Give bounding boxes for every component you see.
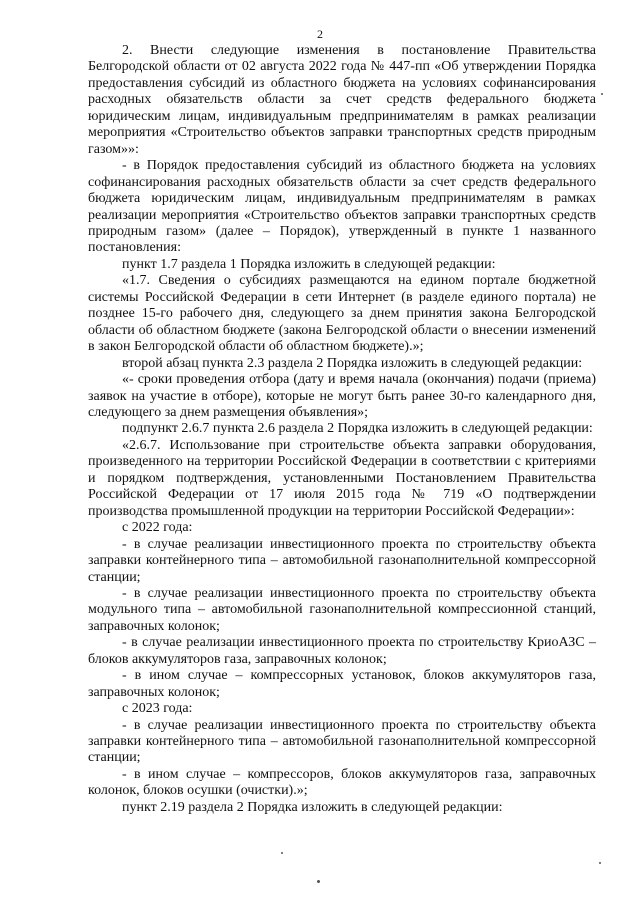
page-number: 2 (317, 27, 323, 41)
paragraph-clause-2-6-7-text: «2.6.7. Использование при строительстве объекта заправки оборудования, произведенного на территории Российской Федерации в соответствии с критериями и порядком подтверждения, установленными Постановлением Правительства Российской Федерации от 17 июля 2015 года № 719 «О подтверждении производства промышленной продукции на территории Российской Федерации»: (88, 437, 596, 519)
list-item: - в случае реализации инвестиционного проекта по строительству объекта заправки контейнерного типа – автомобильной газонаполнительной компрессорной станции; (88, 717, 596, 766)
scan-speck (281, 852, 283, 854)
scan-speck (601, 93, 603, 95)
paragraph-amendment-intro: 2. Внести следующие изменения в постановление Правительства Белгородской области от 02 августа 2022 года № 447-пп «Об утверждении Порядка предоставления субсидий из областного бюджета на условиях софинансирования расходных обязательств области за счет средств федерального бюджета юридическим лицам, индивидуальным предпринимателям в рамках реализации мероприятия «Строительство объектов заправки транспортных средств природным газом»»: (88, 43, 596, 157)
list-item: - в ином случае – компрессоров, блоков аккумуляторов газа, заправочных колонок, блоков осушки (очистки).»; (88, 766, 596, 799)
paragraph-clause-1-7-text: «1.7. Сведения о субсидиях размещаются на едином портале бюджетной системы Российской Федерации в сети Интернет (в разделе единого портала) не позднее 15-го рабочего дня, следующего за днем принятия закона Белгородской области об областном бюджете (закона Белгородской области о внесении изменений в закон Белгородской области об областном бюджете).»; (88, 273, 596, 355)
paragraph-clause-2-3-text: «- сроки проведения отбора (дату и время начала (окончания) подачи (приема) заявок на участие в отборе), которые не могут быть ранее 30-го календарного дня, следующего за днем размещения объявления»; (88, 372, 596, 420)
document-body (88, 43, 596, 816)
paragraph-clause-2-19-heading: пункт 2.19 раздела 2 Порядка изложить в следующей редакции: (122, 799, 503, 815)
paragraph-since-2023: с 2023 года: (122, 701, 193, 717)
paragraph-clause-1-7-heading: пункт 1.7 раздела 1 Порядка изложить в следующей редакции: (122, 256, 496, 272)
paragraph-clause-2-6-7-heading: подпункт 2.6.7 пункта 2.6 раздела 2 Порядка изложить в следующей редакции: (122, 421, 593, 437)
paragraph-clause-2-3-heading: второй абзац пункта 2.3 раздела 2 Порядка изложить в следующей редакции: (122, 355, 583, 371)
list-item: - в случае реализации инвестиционного проекта по строительству объекта заправки контейнерного типа – автомобильной газонаполнительной компрессорной станции; (88, 536, 596, 585)
paragraph-procedure-change: - в Порядок предоставления субсидий из областного бюджета на условиях софинансирования расходных обязательств области за счет средств федерального бюджета юридическим лицам, индивидуальным предпринимателям в рамках реализации мероприятия «Строительство объектов заправки транспортных средств природным газом» (далее – Порядок), утвержденный в пункте 1 названного постановления: (88, 158, 596, 256)
list-item: - в случае реализации инвестиционного проекта по строительству объекта модульного типа – автомобильной газонаполнительной компрессионной станций, заправочных колонок; (88, 585, 596, 634)
paragraph-since-2022: с 2022 года: (122, 520, 193, 536)
scan-speck (317, 880, 320, 883)
scan-speck (599, 862, 601, 864)
list-item: - в случае реализации инвестиционного проекта по строительству КриоАЗС – блоков аккумуляторов газа, заправочных колонок; (88, 635, 596, 667)
list-item: - в ином случае – компрессорных установок, блоков аккумуляторов газа, заправочных колонок; (88, 668, 596, 700)
